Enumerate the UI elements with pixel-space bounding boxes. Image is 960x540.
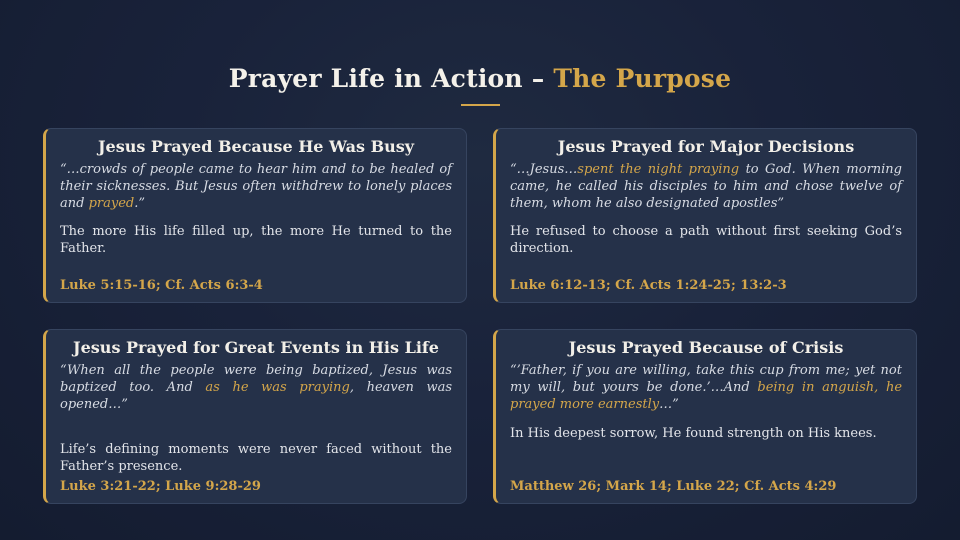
card-reference: Luke 3:21-22; Luke 9:28-29 <box>60 479 261 494</box>
slide-title-main: Prayer Life in Action – <box>228 64 554 93</box>
card-quote <box>60 161 452 212</box>
card-busy <box>43 128 467 303</box>
quote-text: “’Father, if you are willing, take this cup from me; yet not my will, but yours be done.’…And <box>510 363 902 395</box>
quote-highlight: as he was praying <box>205 380 350 395</box>
quote-text: “…Jesus… <box>510 162 578 177</box>
quote-highlight: prayed <box>88 196 135 211</box>
quote-text: , heaven was opened…” <box>60 380 452 412</box>
card-decisions <box>493 128 917 303</box>
quote-text: “When all the people were being baptized, Jesus was baptized too. And <box>60 363 452 395</box>
card-heading: Jesus Prayed Because He Was Busy <box>97 137 415 156</box>
card-quote <box>60 362 452 413</box>
card-quote <box>510 362 902 413</box>
card-great-events <box>43 329 467 504</box>
card-body: He refused to choose a path without first seeking God’s direction. <box>510 224 902 256</box>
title-underline <box>461 104 500 106</box>
card-reference: Luke 6:12-13; Cf. Acts 1:24-25; 13:2-3 <box>510 278 787 293</box>
quote-text: to God. When morning came, he called his disciples to him and chose twelve of them, whom he also designated apostles” <box>510 162 903 211</box>
quote-highlight: being in anguish, he prayed more earnestly <box>510 380 903 412</box>
card-heading: Jesus Prayed for Major Decisions <box>557 137 855 156</box>
card-quote <box>510 161 902 212</box>
card-reference: Matthew 26; Mark 14; Luke 22; Cf. Acts 4:29 <box>510 479 837 494</box>
card-body: Life’s defining moments were never faced without the Father’s presence. <box>60 442 452 474</box>
quote-highlight: spent the night praying <box>577 162 740 177</box>
quote-text: “…crowds of people came to hear him and to be healed of their sicknesses. But Jesus often withdrew to lonely places and <box>60 162 452 211</box>
quote-text: …” <box>659 397 679 412</box>
quote-text: .” <box>134 196 146 211</box>
slide-title <box>0 64 960 93</box>
card-body: The more His life filled up, the more He turned to the Father. <box>60 224 452 256</box>
card-body: In His deepest sorrow, He found strength on His knees. <box>510 426 877 441</box>
card-heading: Jesus Prayed for Great Events in His Life <box>73 338 439 357</box>
slide-title-accent: The Purpose <box>553 64 732 93</box>
card-heading: Jesus Prayed Because of Crisis <box>568 338 844 357</box>
card-crisis <box>493 329 917 504</box>
card-reference: Luke 5:15-16; Cf. Acts 6:3-4 <box>60 278 263 293</box>
